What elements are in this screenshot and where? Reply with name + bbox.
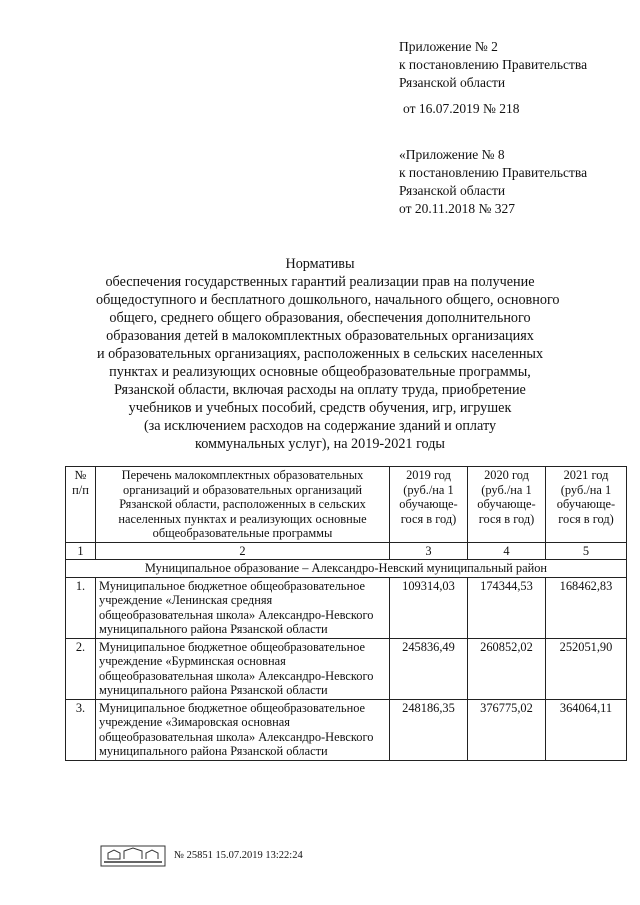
title-line: (за исключением расходов на содержание зданий и оплату [143, 418, 497, 434]
header-2019: 2019 год (руб./на 1 обучающе- гося в год) [390, 467, 468, 543]
appendix-current-date: от 16.07.2019 № 218 [403, 101, 520, 116]
column-number: 4 [468, 542, 546, 560]
title-line: учебников и учебных пособий, средств обучения, игр, игрушек [128, 400, 512, 416]
table-row [66, 699, 627, 760]
title-line: и образовательных организациях, расположенных в сельских населенных [96, 346, 544, 362]
row-number: 3. [66, 699, 96, 760]
appendix-current-line1: Приложение № 2 [399, 39, 498, 54]
standards-table [65, 466, 627, 761]
value-2020: 376775,02 [468, 699, 546, 760]
document-title [96, 255, 560, 453]
value-2021: 364064,11 [546, 699, 627, 760]
column-number: 1 [66, 542, 96, 560]
title-line: пунктах и реализующих основные общеобразовательные программы, [109, 364, 531, 380]
title-line: обеспечения государственных гарантий реализации прав на получение [105, 274, 535, 290]
appendix-current-line2: к постановлению Правительства [399, 57, 588, 72]
title-line: общедоступного и бесплатного дошкольного, начального общего, основного [96, 292, 560, 308]
table-row [66, 577, 627, 638]
column-number: 2 [96, 542, 390, 560]
column-number: 5 [546, 542, 627, 560]
title-heading: Нормативы [285, 256, 355, 272]
registration-stamp [100, 845, 303, 867]
appendix-previous-line1: «Приложение № 8 [399, 147, 505, 162]
value-2020: 260852,02 [468, 638, 546, 699]
value-2021: 168462,83 [546, 577, 627, 638]
municipality-row [66, 560, 627, 578]
table-row [66, 638, 627, 699]
barcode-stamp-icon [100, 845, 166, 867]
header-2021: 2021 год (руб./на 1 обучающе- гося в год) [546, 467, 627, 543]
value-2021: 252051,90 [546, 638, 627, 699]
header-2020: 2020 год (руб./на 1 обучающе- гося в год) [468, 467, 546, 543]
column-number: 3 [390, 542, 468, 560]
appendix-previous [399, 146, 587, 218]
header-list: Перечень малокомплектных образовательных организаций и образовательных организаций Рязанской области, расположенных в сельских населенных пунктах и реализующих основные общеобразовательные программы [96, 467, 390, 543]
title-line: коммунальных услуг), на 2019-2021 годы [195, 436, 445, 452]
table-header-row [66, 467, 627, 543]
header-no: № п/п [66, 467, 96, 543]
institution-name: Муниципальное бюджетное общеобразовательное учреждение «Бурминская основная общеобразовательная школа» Александро-Невского муниципального района Рязанской области [96, 638, 390, 699]
row-number: 2. [66, 638, 96, 699]
row-number: 1. [66, 577, 96, 638]
appendix-current-line3: Рязанской области [399, 75, 506, 90]
appendix-previous-line2: к постановлению Правительства [399, 165, 588, 180]
value-2019: 245836,49 [390, 638, 468, 699]
institution-name: Муниципальное бюджетное общеобразовательное учреждение «Зимаровская основная общеобразовательная школа» Александро-Невского муниципального района Рязанской области [96, 699, 390, 760]
title-line: Рязанской области, включая расходы на оплату труда, приобретение [114, 382, 526, 398]
appendix-previous-date: от 20.11.2018 № 327 [399, 201, 515, 216]
municipality-name: Муниципальное образование – Александро-Невский муниципальный район [66, 560, 627, 578]
appendix-current [399, 38, 587, 118]
value-2020: 174344,53 [468, 577, 546, 638]
title-line: общего, среднего общего образования, обеспечения дополнительного [109, 310, 531, 326]
column-number-row [66, 542, 627, 560]
value-2019: 109314,03 [390, 577, 468, 638]
title-line: образования детей в малокомплектных образовательных организациях [106, 328, 534, 344]
stamp-registration-text: № 25851 15.07.2019 13:22:24 [174, 850, 303, 861]
institution-name: Муниципальное бюджетное общеобразовательное учреждение «Ленинская средняя общеобразовательная школа» Александро-Невского муниципального района Рязанской области [96, 577, 390, 638]
appendix-previous-line3: Рязанской области [399, 183, 506, 198]
value-2019: 248186,35 [390, 699, 468, 760]
